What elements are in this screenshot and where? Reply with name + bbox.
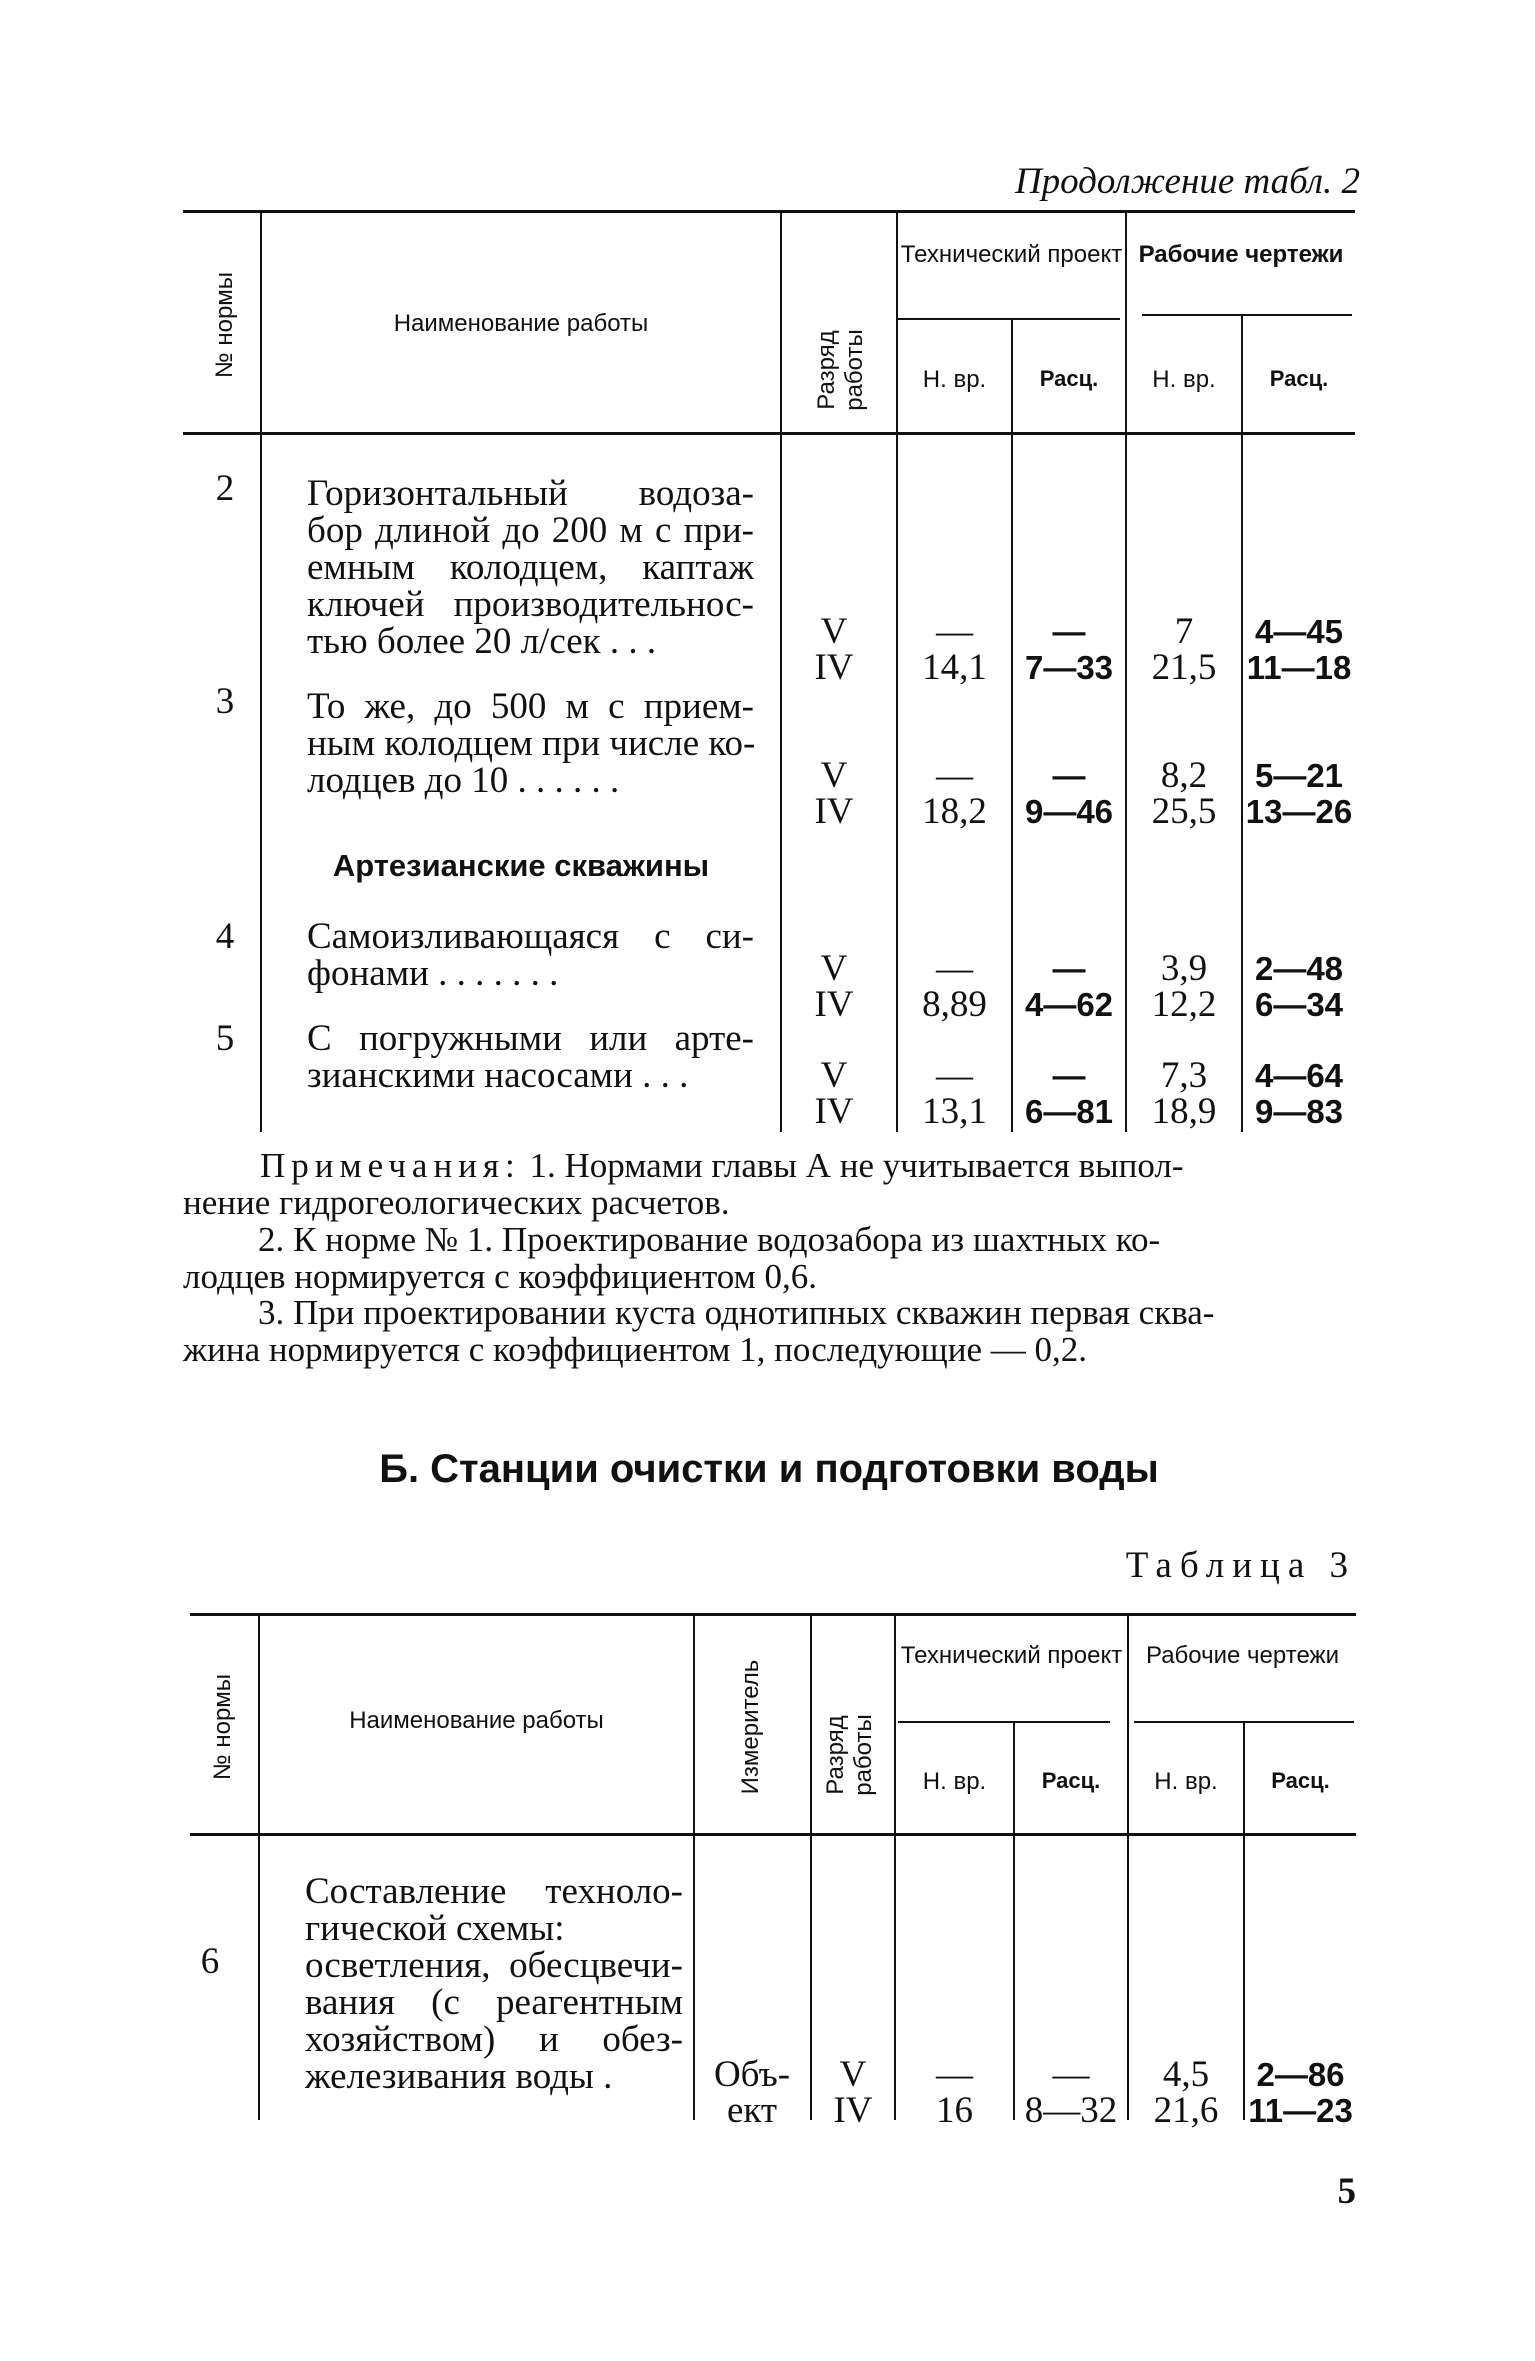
table3-header-tech-rasc: Расц.	[1041, 1768, 1101, 1793]
draw-rasc: 6—34	[1254, 986, 1344, 1023]
tech-rasc: —	[1052, 613, 1086, 650]
tech-nvr: 14,1	[922, 647, 987, 688]
notes-line-5: 3. При проектировании куста однотипных скважин первая сква-	[258, 1293, 1215, 1332]
tech-nvr: 8,89	[922, 984, 987, 1025]
row-num: 2	[215, 468, 235, 509]
tech-nvr: 16	[936, 2090, 973, 2131]
draw-rasc: 4—45	[1254, 613, 1344, 650]
table3-caption: Таблица 3	[1125, 1545, 1356, 1586]
table3-col-rule	[1127, 1615, 1129, 2120]
grade: IV	[814, 647, 854, 688]
table3-header-working-drawings: Рабочие чертежи	[1146, 1642, 1339, 1669]
tech-rasc: —	[1052, 2054, 1090, 2095]
grade: V	[820, 755, 848, 796]
table2-top-rule	[183, 210, 1355, 213]
table2-col-rule	[780, 212, 782, 1132]
page-number: 5	[1337, 2171, 1356, 2212]
grade: IV	[833, 2090, 873, 2131]
table2-draw-subrule	[1142, 314, 1352, 316]
table2-header-grade: Разряд работы	[813, 329, 868, 411]
row-description: Горизонтальный водоза- бор длиной до 200 м с при- емным колодцем, каптаж ключей производительнос- тью более 20 л/сек . . .	[307, 473, 754, 662]
notes-line-3: 2. К норме № 1. Проектирование водозабора из шахтных ко-	[258, 1220, 1161, 1259]
grade: V	[839, 2054, 867, 2095]
tech-rasc: 6—81	[1024, 1093, 1114, 1130]
draw-rasc: 2—48	[1254, 950, 1344, 987]
grade: IV	[814, 984, 854, 1025]
table2-header-draw-nvr: Н. вр.	[1152, 366, 1216, 393]
continuation-label: Продолжение табл. 2	[1014, 161, 1360, 202]
draw-nvr: 4,5	[1162, 2054, 1210, 2095]
tech-nvr: 18,2	[922, 791, 987, 832]
grade: IV	[814, 1091, 854, 1132]
meter: Объ-	[713, 2054, 791, 2095]
table2-header-name: Наименование работы	[393, 310, 649, 337]
table2-header-working-drawings: Рабочие чертежи	[1138, 241, 1344, 268]
grade: IV	[814, 791, 854, 832]
row-description: Самоизливающаяся с си- фонами . . . . . . .	[307, 916, 754, 994]
row-num: 4	[215, 916, 235, 957]
tech-nvr: —	[936, 611, 973, 652]
table2-header-tech-project: Технический проект	[900, 241, 1123, 268]
table2-header-tech-rasc: Расц.	[1039, 366, 1099, 391]
table2-header-draw-rasc: Расц.	[1269, 366, 1329, 391]
draw-nvr: 18,9	[1151, 1091, 1217, 1132]
table3-header-tech-nvr: Н. вр.	[922, 1768, 987, 1795]
table2-header-tech-nvr: Н. вр.	[922, 366, 987, 393]
row-num: 3	[215, 681, 235, 722]
row-description: То же, до 500 м с прием- ным колодцем при числе ко- лодцев до 10 . . . . . .	[307, 686, 756, 801]
draw-rasc: 2—86	[1256, 2056, 1345, 2093]
row-num: 5	[215, 1018, 235, 1059]
tech-nvr: —	[936, 2054, 973, 2095]
row-num: 6	[200, 1941, 220, 1982]
table3-header-num: № нормы	[209, 1673, 236, 1781]
table2-tech-subrule	[898, 318, 1120, 320]
tech-nvr: 13,1	[922, 1091, 987, 1132]
grade: V	[820, 1055, 848, 1096]
draw-rasc: 5—21	[1254, 757, 1344, 794]
notes-line-6: жина нормируется с коэффициентом 1, последующие — 0,2.	[183, 1330, 1088, 1369]
tech-rasc: 4—62	[1024, 986, 1114, 1023]
table3-col-rule	[693, 1615, 695, 2120]
draw-nvr: 12,2	[1151, 984, 1217, 1025]
grade: V	[820, 611, 848, 652]
row-description: Составление техноло- гической схемы: осветления, обесцвечи- вания (с реагентным хозяйством) и обез- железивания воды .	[305, 1871, 683, 2097]
tech-nvr: —	[936, 755, 973, 796]
table3-tech-subrule	[898, 1721, 1110, 1723]
draw-rasc: 13—26	[1245, 793, 1353, 830]
notes-label: Примечания:	[260, 1146, 521, 1185]
table3-header-meter: Измеритель	[737, 1659, 764, 1795]
table3-header-rule	[190, 1833, 1356, 1836]
section-heading-artesian: Артезианские скважины	[332, 848, 710, 883]
table2-header-num: № нормы	[211, 271, 238, 379]
notes-line-4: лодцев нормируется с коэффициентом 0,6.	[183, 1257, 818, 1296]
table3-col-rule	[894, 1615, 896, 2120]
tech-nvr: —	[936, 948, 973, 989]
draw-nvr: 21,6	[1153, 2090, 1219, 2131]
draw-rasc: 11—23	[1248, 2092, 1353, 2129]
table3-header-tech-project: Технический проект	[900, 1642, 1123, 1669]
table2-header-rule	[183, 432, 1355, 435]
table3-header-draw-rasc: Расц.	[1271, 1768, 1330, 1793]
tech-nvr: —	[936, 1055, 973, 1096]
tech-rasc: 7—33	[1024, 649, 1114, 686]
tech-rasc: —	[1052, 950, 1086, 987]
draw-nvr: 7,3	[1160, 1055, 1208, 1096]
table2-col-rule	[260, 212, 262, 1132]
draw-rasc: 4—64	[1254, 1057, 1344, 1094]
draw-nvr: 21,5	[1151, 647, 1217, 688]
table3-header-draw-nvr: Н. вр.	[1154, 1768, 1218, 1795]
notes-line-2: нение гидрогеологических расчетов.	[183, 1183, 730, 1222]
table3-col-rule	[810, 1615, 812, 2120]
notes-line-1: Примечания: 1. Нормами главы А не учитывается выпол-	[260, 1146, 1184, 1185]
tech-rasc: —	[1052, 757, 1086, 794]
draw-nvr: 7	[1174, 611, 1194, 652]
draw-nvr: 8,2	[1160, 755, 1208, 796]
draw-rasc: 11—18	[1246, 649, 1352, 686]
section-b-title: Б. Станции очистки и подготовки воды	[379, 1447, 1159, 1491]
table3-header-name: Наименование работы	[349, 1707, 604, 1734]
grade: V	[820, 948, 848, 989]
draw-nvr: 25,5	[1151, 791, 1217, 832]
tech-rasc: 9—46	[1024, 793, 1114, 830]
tech-rasc: —	[1052, 1057, 1086, 1094]
table3-col-rule	[258, 1615, 260, 2120]
table3-top-rule	[190, 1613, 1356, 1616]
draw-rasc: 9—83	[1254, 1093, 1344, 1130]
row-description: С погружными или арте- зианскими насосами . . .	[307, 1018, 754, 1096]
draw-nvr: 3,9	[1160, 948, 1208, 989]
tech-rasc: 8—32	[1024, 2090, 1118, 2131]
table3-header-grade: Разряд работы	[822, 1714, 877, 1796]
meter: ект	[726, 2090, 778, 2131]
